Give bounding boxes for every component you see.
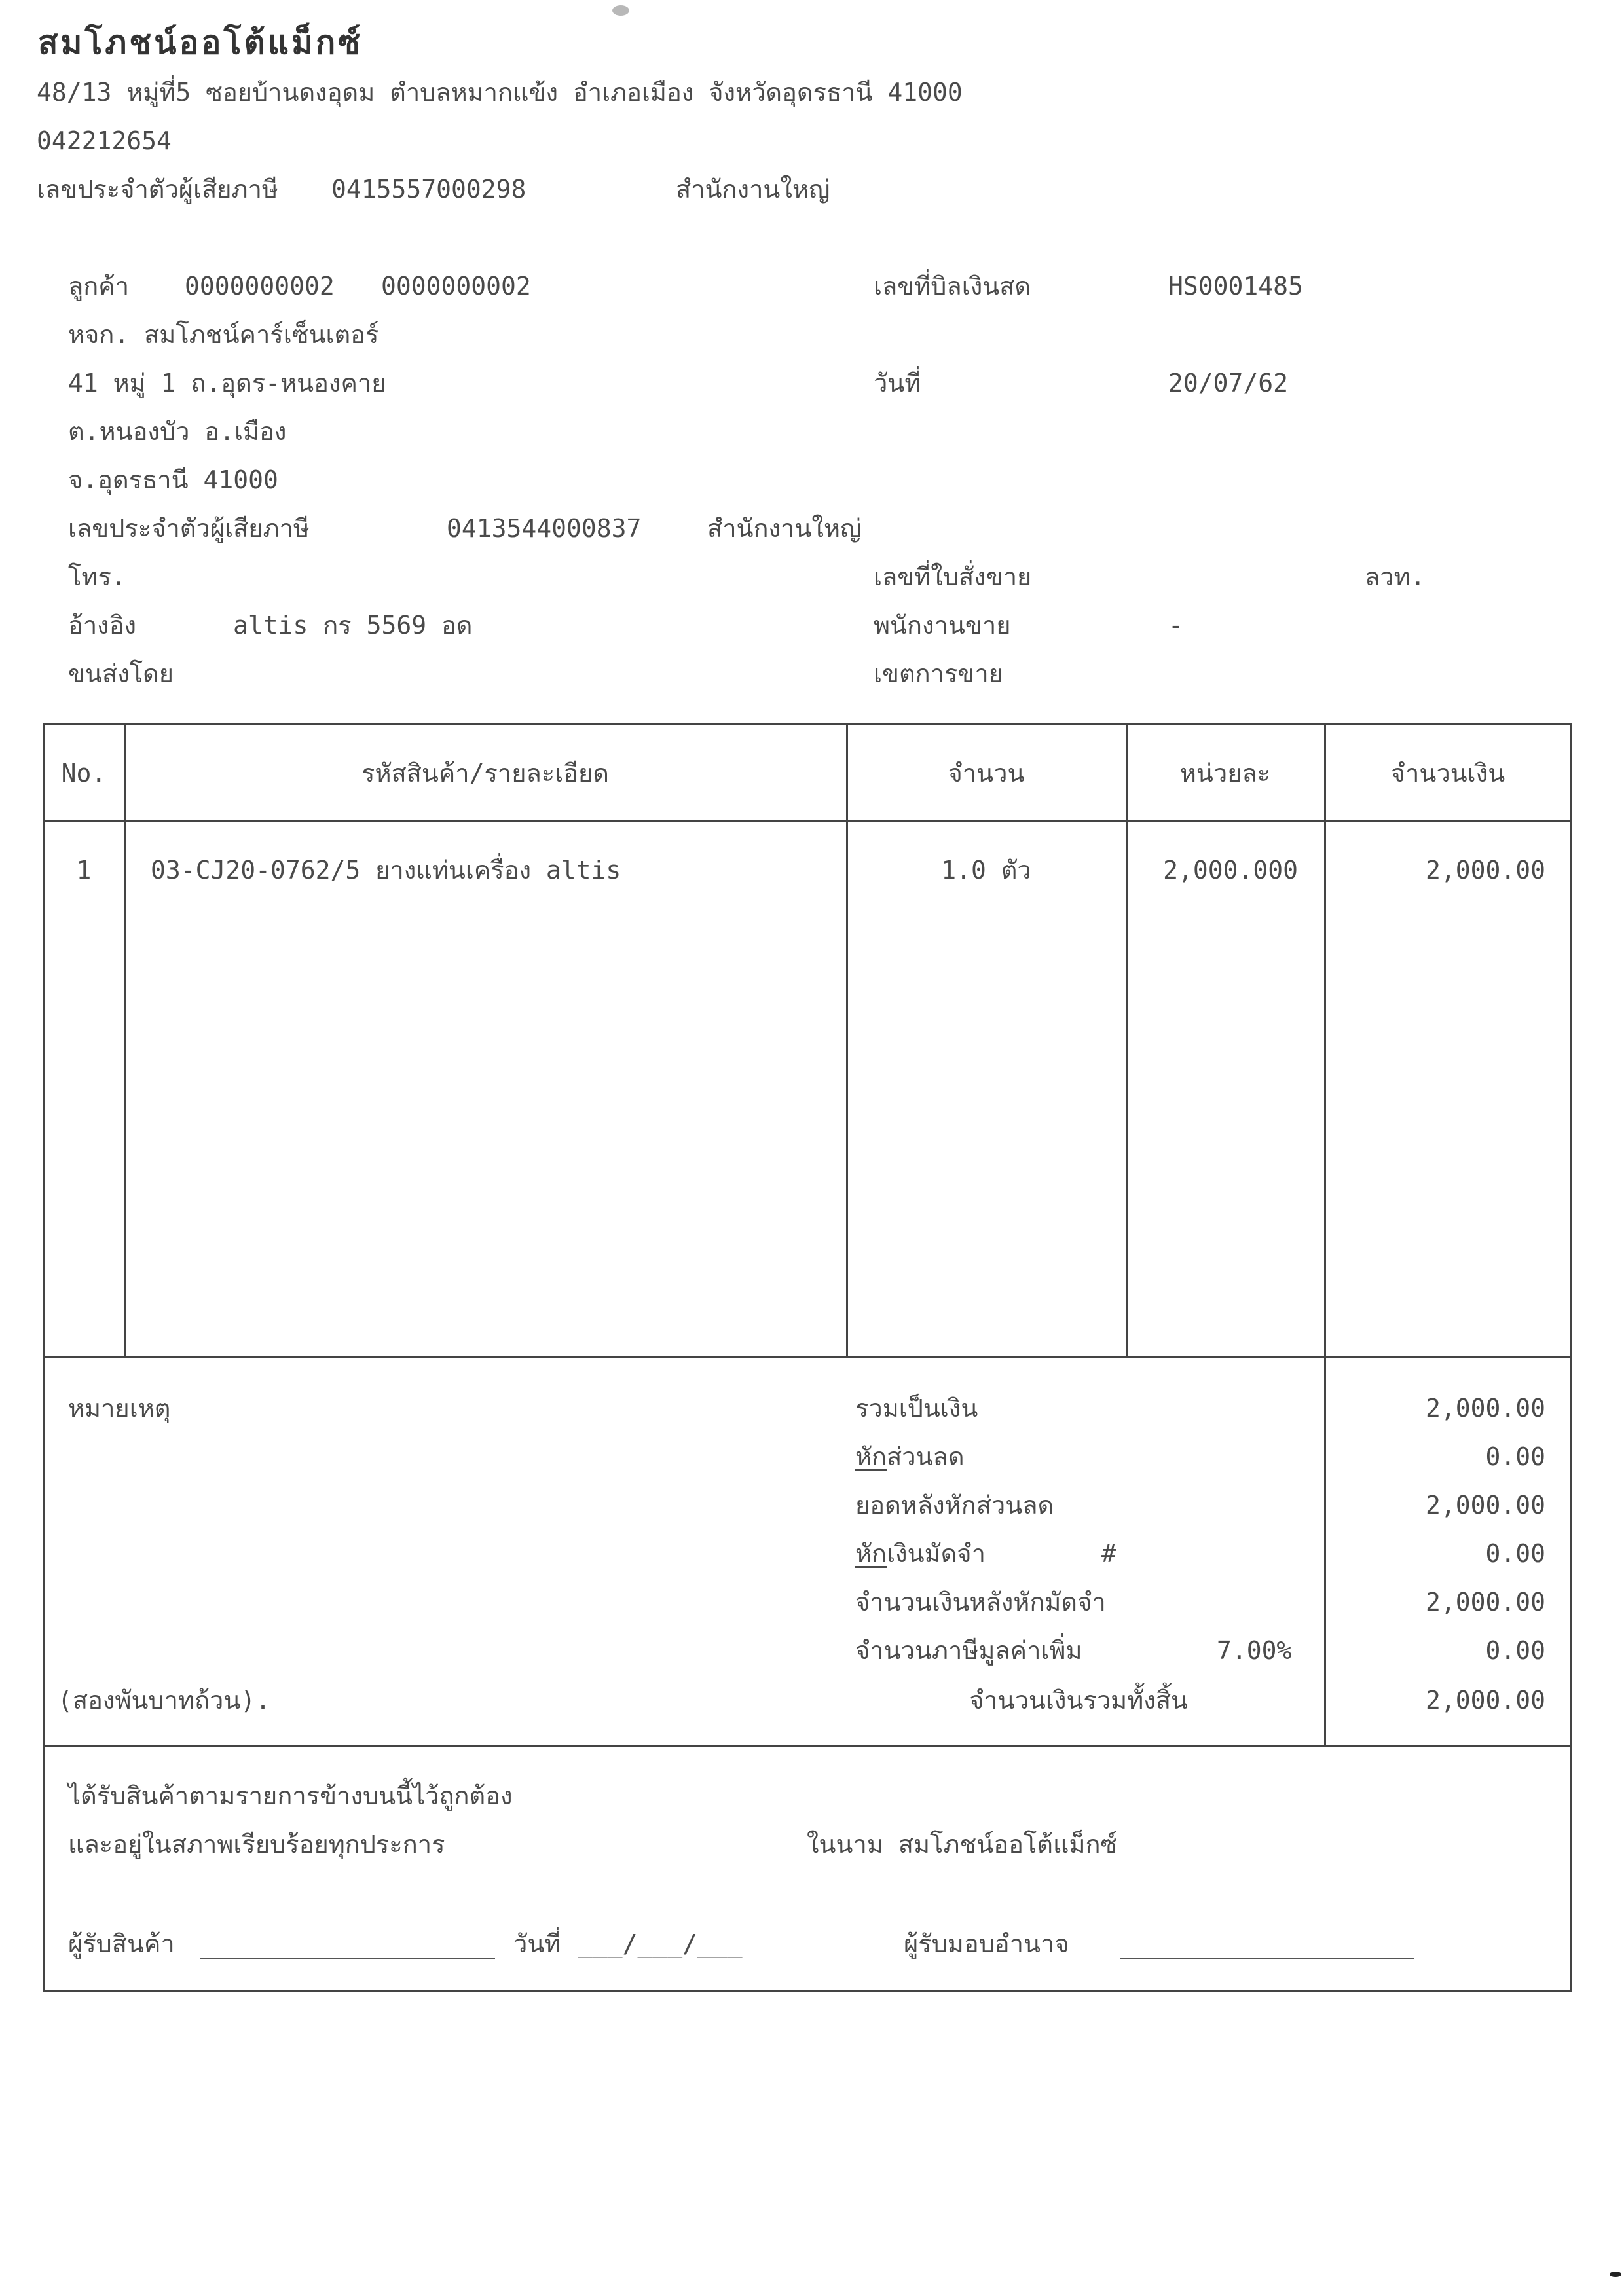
- receiver-label: ผู้รับสินค้า: [68, 1929, 175, 1958]
- customer-code-2: 0000000002: [381, 272, 531, 301]
- on-behalf: ในนาม สมโภชน์ออโต้แม็กซ์: [807, 1830, 1118, 1859]
- vat-label: จำนวนภาษีมูลค่าเพิ่ม: [855, 1636, 1082, 1665]
- header-no: No.: [61, 759, 107, 788]
- header-amount: จำนวนเงิน: [1390, 759, 1505, 788]
- authorized-label: ผู้รับมอบอำนาจ: [904, 1929, 1069, 1958]
- customer-address-2: ต.หนองบัว อ.เมือง: [68, 417, 287, 446]
- company-name: สมโภชน์ออโต้แม็กซ์: [38, 23, 363, 62]
- after-deposit-label: จำนวนเงินหลังหักมัดจำ: [855, 1588, 1106, 1616]
- discount-label: [855, 1444, 965, 1469]
- bill-no: HS0001485: [1168, 272, 1303, 301]
- amount-in-words: (สองพันบาทถ้วน).: [58, 1686, 271, 1715]
- subtotal-label: รวมเป็นเงิน: [855, 1394, 978, 1423]
- discount-label-prefix: หัก: [855, 1442, 887, 1471]
- reference-value: altis กร 5569 อด: [233, 611, 473, 640]
- header-qty: จำนวน: [948, 759, 1025, 788]
- discount-label-suffix: ส่วนลด: [887, 1442, 965, 1471]
- deposit-mark: #: [1101, 1539, 1116, 1568]
- summary-bottom-divider: [43, 1745, 1572, 1747]
- customer-branch: สำนักงานใหญ่: [707, 514, 862, 543]
- invoice-date: 20/07/62: [1168, 369, 1289, 397]
- customer-label: ลูกค้า: [68, 272, 130, 301]
- received-line-2: และอยู่ในสภาพเรียบร้อยทุกประการ: [68, 1830, 445, 1859]
- col-divider-1: [124, 723, 126, 1357]
- grand-total-value: 2,000.00: [1425, 1686, 1545, 1715]
- authorized-signature-line: [1120, 1958, 1414, 1959]
- footer-date-label: วันที่: [513, 1929, 561, 1958]
- row-amount: 2,000.00: [1425, 856, 1545, 884]
- discount-value: 0.00: [1485, 1442, 1545, 1471]
- deposit-label: [855, 1541, 986, 1566]
- company-tax-id-label: เลขประจำตัวผู้เสียภาษี: [37, 175, 278, 204]
- row-item: 03-CJ20-0762/5 ยางแท่นเครื่อง altis: [151, 856, 621, 884]
- items-bottom-divider: [43, 1356, 1572, 1358]
- date-label: วันที่: [874, 369, 921, 397]
- header-divider: [43, 820, 1572, 822]
- company-phone: 042212654: [37, 126, 172, 155]
- shipping-label: ขนส่งโดย: [68, 659, 174, 688]
- customer-name: หจก. สมโภชน์คาร์เซ็นเตอร์: [68, 320, 379, 349]
- row-qty: 1.0 ตัว: [941, 856, 1031, 884]
- sales-order-suffix: ลวท.: [1365, 562, 1426, 591]
- header-item: รหัสสินค้า/รายละเอียด: [361, 759, 609, 788]
- after-discount-label: ยอดหลังหักส่วนลด: [855, 1491, 1054, 1520]
- row-unit-price: 2,000.000: [1163, 856, 1298, 884]
- salesperson-label: พนักงานขาย: [874, 611, 1011, 640]
- company-tax-id: 0415557000298: [331, 175, 526, 204]
- customer-address-3: จ.อุดรธานี 41000: [68, 465, 278, 494]
- row-no: 1: [76, 856, 92, 884]
- footer-date-blank: ___/___/___: [578, 1929, 743, 1958]
- scan-speck: [1610, 2272, 1621, 2277]
- salesperson: -: [1168, 611, 1183, 640]
- grand-total-label: จำนวนเงินรวมทั้งสิ้น: [969, 1686, 1188, 1715]
- reference-label: อ้างอิง: [68, 611, 137, 640]
- after-discount-value: 2,000.00: [1425, 1491, 1545, 1520]
- sales-area-label: เขตการขาย: [874, 659, 1003, 688]
- bill-no-label: เลขที่บิลเงินสด: [874, 272, 1031, 301]
- remarks-label: หมายเหตุ: [68, 1394, 171, 1423]
- company-address: 48/13 หมู่ที่5 ซอยบ้านดงอุดม ตำบลหมากแข้ง อำเภอเมือง จังหวัดอุดรธานี 41000: [37, 78, 963, 107]
- col-divider-3: [1126, 723, 1128, 1357]
- company-branch: สำนักงานใหญ่: [676, 175, 830, 204]
- customer-tax-id-label: เลขประจำตัวผู้เสียภาษี: [68, 514, 310, 543]
- deposit-label-suffix: เงินมัดจำ: [887, 1539, 986, 1568]
- vat-value: 0.00: [1485, 1636, 1545, 1665]
- deposit-label-prefix: หัก: [855, 1539, 887, 1568]
- scan-speck: [612, 5, 629, 16]
- receiver-signature-line: [200, 1958, 495, 1959]
- vat-rate: 7.00%: [1217, 1636, 1292, 1665]
- customer-code-1: 0000000002: [185, 272, 335, 301]
- customer-phone-label: โทร.: [68, 562, 126, 591]
- subtotal-value: 2,000.00: [1425, 1394, 1545, 1423]
- customer-tax-id: 0413544000837: [447, 514, 642, 543]
- after-deposit-value: 2,000.00: [1425, 1588, 1545, 1616]
- deposit-value: 0.00: [1485, 1539, 1545, 1568]
- header-unit-price: หน่วยละ: [1179, 759, 1271, 788]
- received-line-1: ได้รับสินค้าตามรายการข้างบนนี้ไว้ถูกต้อง: [68, 1781, 513, 1810]
- sales-order-label: เลขที่ใบสั่งขาย: [874, 562, 1032, 591]
- customer-address-1: 41 หมู่ 1 ถ.อุดร-หนองคาย: [68, 369, 386, 397]
- col-divider-2: [846, 723, 848, 1357]
